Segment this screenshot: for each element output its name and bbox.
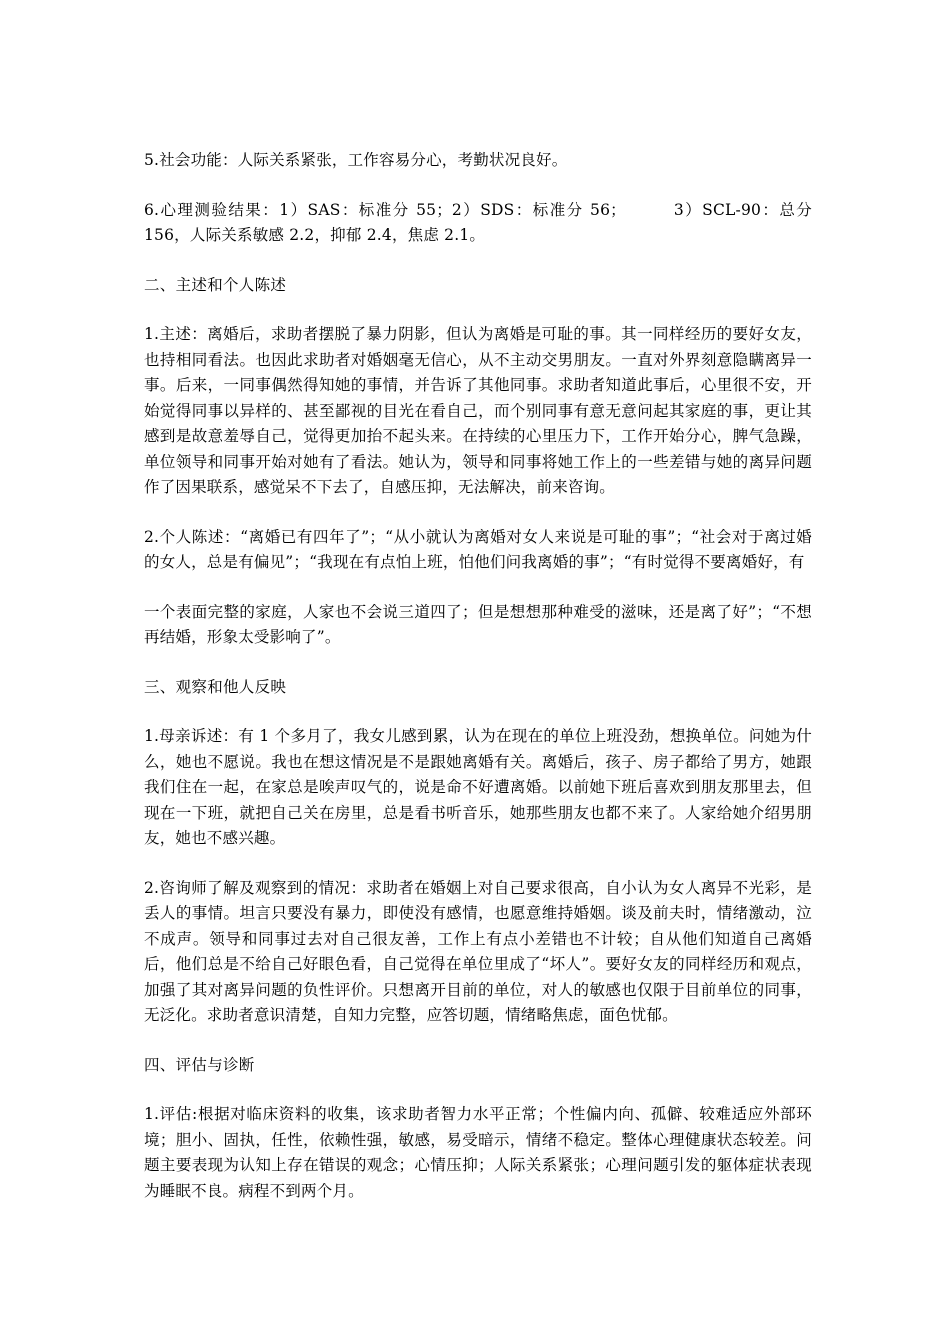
section-heading-2: 二、主述和个人陈述 xyxy=(144,275,287,294)
test-results-paragraph xyxy=(144,198,812,249)
counselor-observation-paragraph: 2.咨询师了解及观察到的情况：求助者在婚姻上对自己要求很高，自小认为女人离异不光彩，是丢人的事情。坦言只要没有暴力，即使没有感情，也愿意维持婚姻。谈及前夫时，情绪激动，泣不成声。领导和同事过去对自己很友善，工作上有点小差错也不计较；自从他们知道自己离婚后，他们总是不给自己好眼色看，自己觉得在单位里成了“坏人”。要好女友的同样经历和观点，加强了其对离异问题的负性评价。只想离开目前的单位，对人的敏感也仅限于目前单位的同事，无泛化。求助者意识清楚，自知力完整，应答切题，情绪略焦虑，面色忧郁。 xyxy=(144,878,812,1024)
complaint-paragraph: 1.主述：离婚后，求助者摆脱了暴力阴影，但认为离婚是可耻的事。其一同样经历的要好女友，也持相同看法。也因此求助者对婚姻毫无信心，从不主动交男朋友。一直对外界刻意隐瞒离异一事。后来，一同事偶然得知她的事情，并告诉了其他同事。求助者知道此事后，心里很不安，开始觉得同事以异样的、甚至鄙视的目光在看自己，而个别同事有意无意问起其家庭的事，更让其感到是故意羞辱自己，觉得更加抬不起头来。在持续的心里压力下，工作开始分心，脾气急躁，单位领导和同事开始对她有了看法。她认为，领导和同事将她工作上的一些差错与她的离异问题作了因果联系，感觉呆不下去了，自感压抑，无法解决，前来咨询。 xyxy=(144,325,812,496)
document-body xyxy=(144,148,812,1204)
section-heading-4: 四、评估与诊断 xyxy=(144,1055,255,1074)
test-results-part-2: 3）SCL-90：总分 156，人际关系敏感 2.2，抑郁 2.4，焦虑 2.1。 xyxy=(144,200,812,244)
personal-statement-paragraph-2: 一个表面完整的家庭，人家也不会说三道四了；但是想想那种难受的滋味，还是离了好”；“不想再结婚，形象太受影响了”。 xyxy=(144,602,812,646)
assessment-paragraph: 1.评估:根据对临床资料的收集，该求助者智力水平正常；个性偏内向、孤僻、较难适应外部环境；胆小、固执，任性，依赖性强，敏感，易受暗示，情绪不稳定。整体心理健康状态较差。问题主要表现为认知上存在错误的观念；心情压抑；人际关系紧张；心理问题引发的躯体症状表现为睡眠不良。病程不到两个月。 xyxy=(144,1105,812,1200)
test-results-part-1: 6.心理测验结果：1）SAS：标准分 55；2）SDS：标准分 56； xyxy=(144,200,626,219)
mother-statement-paragraph: 1.母亲诉述：有 1 个多月了，我女儿感到累，认为在现在的单位上班没劲，想换单位。问她为什么，她也不愿说。我也在想这情况是不是跟她离婚有关。离婚后，孩子、房子都给了男方，她跟我们住在一起，在家总是唉声叹气的，说是命不好遭离婚。以前她下班后喜欢到朋友那里去，但现在一下班，就把自己关在房里，总是看书听音乐，她那些朋友也都不来了。人家给她介绍男朋友，她也不感兴趣。 xyxy=(144,727,812,847)
personal-statement-paragraph-1: 2.个人陈述：“离婚已有四年了”；“从小就认为离婚对女人来说是可耻的事”；“社会对于离过婚的女人，总是有偏见”；“我现在有点怕上班，怕他们问我离婚的事”；“有时觉得不要离婚好，有 xyxy=(144,527,812,571)
section-heading-3: 三、观察和他人反映 xyxy=(144,677,287,696)
social-function-paragraph: 5.社会功能：人际关系紧张，工作容易分心，考勤状况良好。 xyxy=(144,151,568,169)
